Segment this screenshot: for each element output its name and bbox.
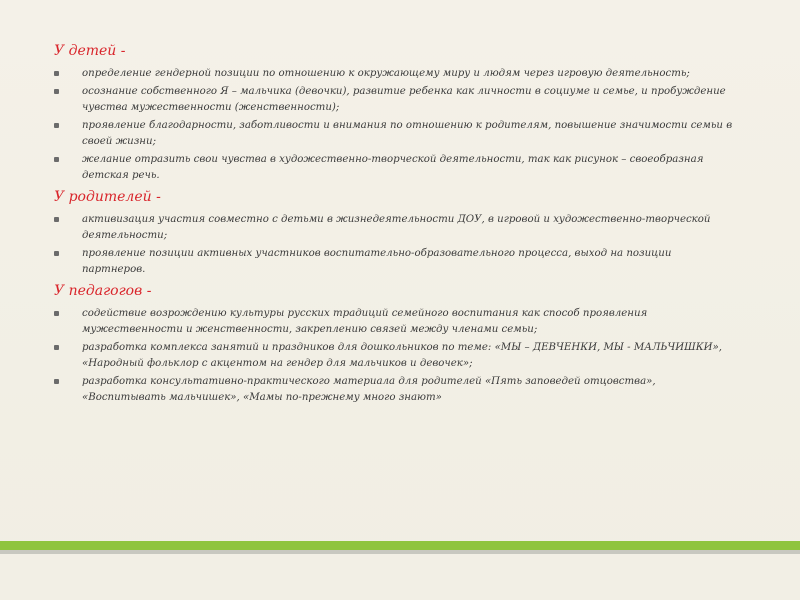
bullet-icon	[54, 123, 59, 128]
bullet-icon	[54, 157, 59, 162]
list-item-text: проявление позиции активных участников воспитательно-образовательного процесса, выход на позиции партнеров.	[82, 248, 672, 275]
bullet-icon	[54, 251, 59, 256]
list-item-text: проявление благодарности, заботливости и внимания по отношению к родителям, повышение значимости семьи в своей жизни;	[82, 120, 733, 147]
bullet-icon	[54, 379, 59, 384]
list-item-text: активизация участия совместно с детьми в жизнедеятельности ДОУ, в игровой и художественно-творческой деятельности;	[82, 214, 711, 241]
list-item	[54, 84, 734, 116]
list-item-text: разработка комплекса занятий и праздников для дошкольников по теме: «МЫ – ДЕВЧЕНКИ, МЫ - МАЛЬЧИШКИ», «Народный фольклор с акцентом на гендер для мальчиков и девочек»;	[82, 342, 722, 369]
section-heading-children: У детей -	[54, 43, 126, 59]
list-item	[54, 212, 734, 244]
bullet-icon	[54, 89, 59, 94]
list-item	[54, 118, 734, 150]
slide-content	[54, 40, 734, 410]
footer-area	[0, 554, 800, 600]
list-item	[54, 340, 734, 372]
list-item	[54, 152, 734, 184]
list-item-text: содействие возрождению культуры русских традиций семейного воспитания как способ проявления мужественности и женственности, закреплению связей между членами семьи;	[82, 308, 648, 335]
bullet-icon	[54, 311, 59, 316]
list-item	[54, 246, 734, 278]
list-item	[54, 66, 734, 82]
section-heading-parents: У родителей -	[54, 189, 161, 205]
teachers-outcomes-list	[54, 306, 734, 406]
bullet-icon	[54, 217, 59, 222]
parents-outcomes-list	[54, 212, 734, 278]
list-item-text: разработка консультативно-практического материала для родителей «Пять заповедей отцовства», «Воспитывать мальчишек», «Мамы по-прежнему много знают»	[82, 376, 656, 403]
list-item-text: осознание собственного Я – мальчика (девочки), развитие ребенка как личности в социуме и семье, и пробуждение чувства мужественности (женственности);	[82, 86, 726, 113]
list-item	[54, 306, 734, 338]
bullet-icon	[54, 71, 59, 76]
list-item	[54, 374, 734, 406]
list-item-text: определение гендерной позиции по отношению к окружающему миру и людям через игровую деятельность;	[82, 68, 690, 79]
bullet-icon	[54, 345, 59, 350]
accent-stripe	[0, 541, 800, 550]
children-outcomes-list	[54, 66, 734, 184]
section-heading-teachers: У педагогов -	[54, 283, 152, 299]
list-item-text: желание отразить свои чувства в художественно-творческой деятельности, так как рисунок – своеобразная детская речь.	[82, 154, 704, 181]
